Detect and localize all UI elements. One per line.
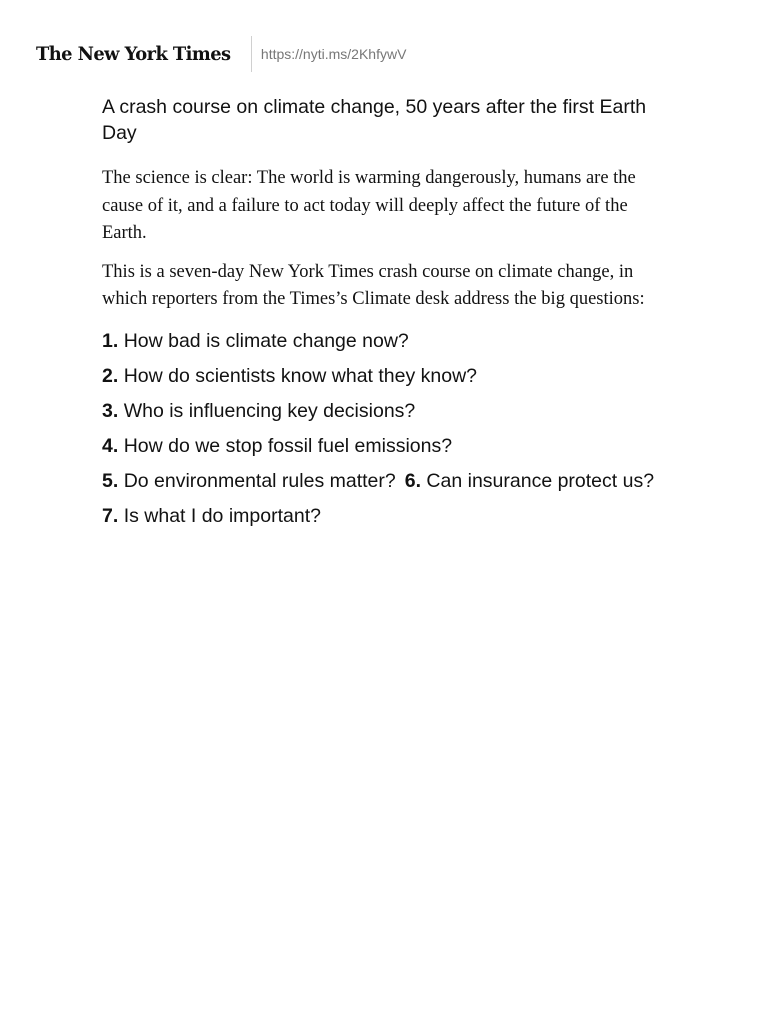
question-number: 2. <box>102 364 119 387</box>
question-number: 6. <box>404 469 421 492</box>
intro-paragraph: The science is clear: The world is warming dangerously, humans are the cause of it, and a failure to act today will deeply affect the future of the Earth. <box>102 168 636 243</box>
question-1 <box>102 330 409 352</box>
question-2 <box>102 365 477 387</box>
question-number: 7. <box>102 504 119 527</box>
nyt-logo[interactable]: The New York Times <box>36 43 231 65</box>
question-6 <box>405 470 654 492</box>
question-7 <box>102 505 321 527</box>
question-text: Who is influencing key decisions? <box>123 399 416 422</box>
question-number: 1. <box>102 329 119 352</box>
short-url-link[interactable]: https://nyti.ms/2KhfywV <box>260 46 407 62</box>
question-5 <box>102 470 396 492</box>
article-headline: A crash course on climate change, 50 years after the first Earth Day <box>102 96 647 144</box>
header-divider <box>251 36 252 72</box>
question-text: How do scientists know what they know? <box>123 364 478 387</box>
question-text: How bad is climate change now? <box>123 329 409 352</box>
question-text: How do we stop fossil fuel emissions? <box>123 434 453 457</box>
list-item <box>102 330 668 352</box>
question-number: 4. <box>102 434 119 457</box>
list-item <box>102 365 668 387</box>
question-number: 5. <box>102 469 119 492</box>
course-paragraph: This is a seven-day New York Times crash course on climate change, in which reporters from the Times’s Climate desk address the big questions: <box>102 261 645 309</box>
questions-list <box>102 330 668 527</box>
question-text: Do environmental rules matter? <box>123 469 396 492</box>
question-4 <box>102 435 452 457</box>
masthead <box>36 36 406 72</box>
question-3 <box>102 400 415 422</box>
list-item <box>102 505 668 527</box>
question-number: 3. <box>102 399 119 422</box>
question-text: Can insurance protect us? <box>426 469 655 492</box>
article-body <box>102 94 668 540</box>
list-item <box>102 400 668 422</box>
question-text: Is what I do important? <box>123 504 321 527</box>
list-item <box>102 470 668 492</box>
list-item <box>102 435 668 457</box>
